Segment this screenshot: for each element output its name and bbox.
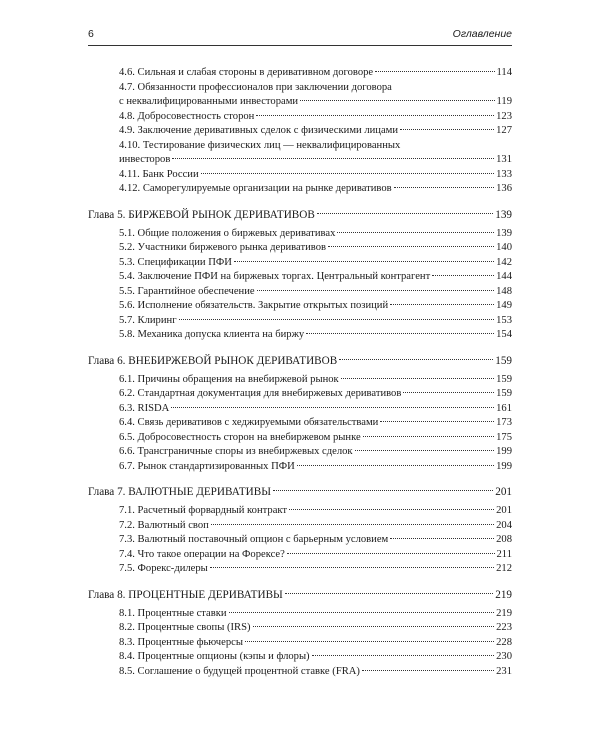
toc-entry[interactable]: [88, 328, 512, 343]
dot-leader: [390, 538, 494, 539]
dot-leader: [432, 275, 494, 276]
chapter-page: 159: [495, 354, 512, 367]
dot-leader: [312, 655, 495, 656]
toc-entry[interactable]: [88, 387, 512, 402]
toc-entry[interactable]: [88, 650, 512, 665]
chapter-page: 219: [495, 588, 512, 601]
toc-entry[interactable]: [88, 285, 512, 300]
toc-entry-title: 5.5. Гарантийное обеспечение: [119, 285, 255, 297]
chapter-6: [88, 353, 512, 475]
dot-leader: [363, 436, 494, 437]
page-header: [88, 26, 512, 42]
toc-entry-page: 136: [496, 183, 512, 194]
toc-entry-page: 219: [496, 607, 512, 619]
chapter-7: [88, 484, 512, 577]
toc-entry-page: 148: [496, 285, 512, 297]
dot-leader: [394, 187, 494, 188]
dot-leader: [172, 158, 494, 159]
toc-entry[interactable]: [88, 124, 512, 139]
dot-leader: [339, 359, 493, 360]
dot-leader: [245, 641, 494, 642]
toc-entry-page: 199: [496, 446, 512, 457]
dot-leader: [253, 626, 495, 627]
toc-entry[interactable]: [88, 665, 512, 680]
toc-entry[interactable]: [88, 168, 512, 183]
toc-entry[interactable]: [88, 445, 512, 460]
toc-entry-title: 7.2. Валютный своп: [119, 519, 209, 531]
toc-entry-page: 230: [496, 651, 512, 662]
dot-leader: [297, 465, 494, 466]
dot-leader: [362, 670, 494, 671]
dot-leader: [210, 567, 494, 568]
dot-leader: [289, 509, 494, 510]
toc-entry-page: 142: [496, 256, 512, 268]
toc-entry-page: 154: [496, 329, 512, 340]
toc-entry[interactable]: [88, 227, 512, 242]
chapter-heading[interactable]: [88, 484, 512, 500]
dot-leader: [171, 407, 494, 408]
toc-entry[interactable]: [88, 460, 512, 475]
toc-entry-page: 223: [496, 622, 512, 633]
toc-entry-title: 6.4. Связь деривативов с хеджируемыми обязательствами: [119, 417, 379, 428]
dot-leader: [317, 213, 493, 214]
toc-entry[interactable]: [88, 182, 512, 197]
toc-entry-title: 4.6. Сильная и слабая стороны в деривативном договоре: [119, 67, 374, 78]
dot-leader: [300, 100, 494, 101]
chapter-8: [88, 587, 512, 680]
toc-entry[interactable]: [88, 241, 512, 256]
dot-leader: [201, 173, 494, 174]
toc-entry[interactable]: [88, 533, 512, 548]
dot-leader: [375, 71, 494, 72]
chapter-title: Глава 5. БИРЖЕВОЙ РЫНОК ДЕРИВАТИВОВ: [88, 208, 315, 221]
chapter-heading[interactable]: [88, 353, 512, 369]
toc-entry[interactable]: [88, 153, 512, 168]
toc-entry-page: 204: [496, 519, 512, 531]
toc-entry-page: 123: [496, 110, 512, 122]
toc-entry[interactable]: [88, 270, 512, 285]
dot-leader: [337, 232, 494, 233]
toc-entry-title: инвесторов: [119, 154, 171, 165]
toc-entry-page: 149: [496, 300, 512, 311]
toc-entry-title: 5.6. Исполнение обязательств. Закрытие открытых позиций: [119, 300, 389, 311]
toc-entry-title: 6.1. Причины обращения на внебиржевой рынок: [119, 373, 339, 385]
page-number: 6: [88, 28, 94, 40]
toc-entry-page: 212: [496, 563, 512, 574]
toc-entry-title-line1: 4.7. Обязанности профессионалов при заключении договора: [119, 81, 392, 93]
toc-entry-title: 5.1. Общие положения о биржевых деривативах: [119, 227, 336, 239]
toc-entry[interactable]: [88, 607, 512, 622]
chapter-page: 139: [495, 208, 512, 221]
toc-entry[interactable]: [88, 562, 512, 577]
toc-entry-title-line1: 4.10. Тестирование физических лиц — неквалифицированных: [119, 139, 401, 151]
toc-entry-page: 127: [496, 125, 512, 136]
toc-entry[interactable]: [88, 416, 512, 431]
toc-entry-page: 144: [496, 271, 512, 282]
toc-entry-page: 114: [496, 67, 512, 78]
toc-entry-title: 8.4. Процентные опционы (кэпы и флоры): [119, 651, 310, 662]
running-header-title: Оглавление: [452, 28, 512, 40]
toc-entry-page: 161: [496, 402, 512, 414]
dot-leader: [234, 261, 494, 262]
table-of-contents: [88, 66, 512, 679]
dot-leader: [341, 378, 494, 379]
toc-entry[interactable]: [88, 66, 512, 81]
dot-leader: [229, 612, 495, 613]
dot-leader: [306, 333, 494, 334]
toc-entry[interactable]: [88, 504, 512, 519]
dot-leader: [179, 319, 495, 320]
header-divider: [88, 45, 512, 46]
toc-entry-title: 8.5. Соглашение о будущей процентной ставке (FRA): [119, 665, 360, 677]
dot-leader: [285, 593, 493, 594]
toc-entry[interactable]: [88, 621, 512, 636]
toc-entry-page: 228: [496, 636, 512, 648]
chapter-title: Глава 8. ПРОЦЕНТНЫЕ ДЕРИВАТИВЫ: [88, 588, 283, 601]
toc-entry-title: 5.3. Спецификации ПФИ: [119, 256, 232, 268]
toc-entry[interactable]: [88, 299, 512, 314]
toc-entry-title: 6.6. Трансграничные споры из внебиржевых сделок: [119, 446, 353, 457]
toc-entry[interactable]: [88, 256, 512, 271]
toc-entry-title: с неквалифицированными инвесторами: [119, 96, 299, 107]
toc-entry-page: 159: [496, 373, 512, 385]
toc-entry-page: 208: [496, 534, 512, 545]
toc-entry-title: 6.5. Добросовестность сторон на внебиржевом рынке: [119, 431, 361, 443]
chapter-heading[interactable]: [88, 207, 512, 223]
toc-entry[interactable]: [88, 431, 512, 446]
toc-entry-title: 4.9. Заключение деривативных сделок с физическими лицами: [119, 125, 399, 136]
toc-entry-page: 211: [496, 548, 512, 560]
toc-entry-page: 175: [496, 431, 512, 443]
toc-entry-title: 5.8. Механика допуска клиента на биржу: [119, 329, 305, 340]
toc-entry-page: 139: [496, 227, 512, 239]
dot-leader: [256, 115, 494, 116]
toc-entry[interactable]: [88, 636, 512, 651]
dot-leader: [211, 524, 494, 525]
toc-entry-title: 8.1. Процентные ставки: [119, 607, 227, 619]
toc-entry-page: 173: [496, 417, 512, 428]
toc-entry-page: 133: [496, 168, 512, 180]
chapter-title: Глава 6. ВНЕБИРЖЕВОЙ РЫНОК ДЕРИВАТИВОВ: [88, 354, 338, 367]
toc-entry-page: 140: [496, 242, 512, 253]
toc-entry-title: 4.8. Добросовестность сторон: [119, 110, 255, 122]
dot-leader: [380, 421, 494, 422]
toc-entry[interactable]: [88, 110, 512, 125]
toc-entry-title: 5.7. Клиринг: [119, 314, 177, 326]
toc-entry-title: 6.3. RISDA: [119, 402, 170, 414]
toc-entry-title: 7.5. Форекс-дилеры: [119, 563, 208, 574]
dot-leader: [287, 553, 495, 554]
dot-leader: [328, 246, 494, 247]
toc-entry-title: 4.11. Банк России: [119, 168, 199, 180]
chapter-heading[interactable]: [88, 587, 512, 603]
toc-entry-title: 6.2. Стандартная документация для внебиржевых деривативов: [119, 388, 402, 399]
toc-entry-page: 201: [496, 505, 512, 516]
dot-leader: [390, 304, 494, 305]
toc-entry-title: 8.2. Процентные свопы (IRS): [119, 622, 251, 633]
dot-leader: [400, 129, 494, 130]
dot-leader: [355, 450, 495, 451]
toc-entry-page: 131: [496, 154, 512, 165]
chapter-5: [88, 207, 512, 343]
chapter-title: Глава 7. ВАЛЮТНЫЕ ДЕРИВАТИВЫ: [88, 486, 271, 498]
dot-leader: [403, 392, 494, 393]
toc-entry-page: 119: [496, 96, 512, 107]
toc-entry-title: 7.1. Расчетный форвардный контракт: [119, 505, 288, 516]
chapter-page: 201: [495, 486, 512, 498]
toc-entry-page: 159: [496, 388, 512, 399]
toc-entry-title: 4.12. Саморегулируемые организации на рынке деривативов: [119, 183, 392, 194]
toc-entry-title: 8.3. Процентные фьючерсы: [119, 636, 243, 648]
toc-entry[interactable]: [88, 95, 512, 110]
toc-entry-title: 6.7. Рынок стандартизированных ПФИ: [119, 460, 295, 472]
toc-entry-page: 153: [496, 314, 512, 326]
toc-entry[interactable]: [88, 373, 512, 388]
toc-entry-title: 5.2. Участники биржевого рынка деривативов: [119, 242, 326, 253]
toc-entry-page: 231: [496, 665, 512, 677]
toc-entry-title: 5.4. Заключение ПФИ на биржевых торгах. Центральный контрагент: [119, 271, 431, 282]
toc-entry[interactable]: [88, 402, 512, 417]
toc-entry-title: 7.3. Валютный поставочный опцион с барьерным условием: [119, 534, 389, 545]
toc-entry[interactable]: [88, 548, 512, 563]
dot-leader: [273, 490, 493, 491]
dot-leader: [257, 290, 495, 291]
toc-entry[interactable]: [88, 314, 512, 329]
toc-entry[interactable]: [88, 519, 512, 534]
toc-entry-page: 199: [496, 460, 512, 472]
toc-entry-title: 7.4. Что такое операции на Форексе?: [119, 548, 285, 560]
